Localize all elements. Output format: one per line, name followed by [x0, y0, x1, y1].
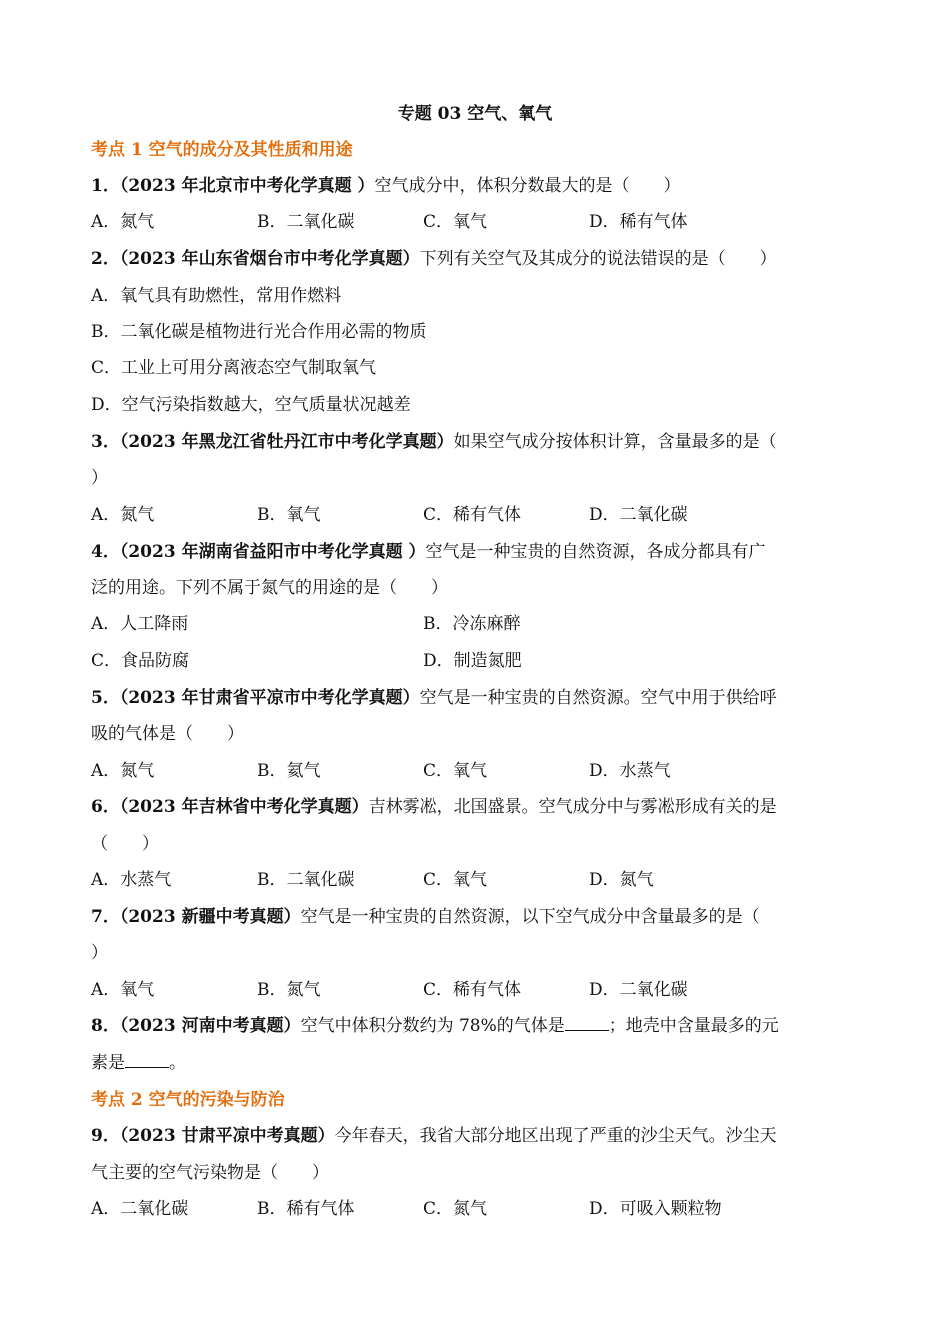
question-stem: 。	[169, 1053, 186, 1073]
question-stem: 如果空气成分按体积计算，含量最多的是（	[453, 432, 777, 452]
question-stem: 空气是一种宝贵的自然资源，以下空气成分中含量最多的是（	[300, 907, 760, 927]
question-number: 2．	[91, 249, 120, 269]
answer-blank[interactable]	[125, 1047, 169, 1068]
question-9	[91, 1118, 861, 1154]
question-4	[91, 534, 861, 570]
option-d: D．二氧化碳	[589, 980, 688, 1000]
q1-options	[91, 204, 861, 240]
question-3	[91, 424, 861, 460]
question-stem: 下列有关空气及其成分的说法错误的是（ ）	[419, 249, 777, 269]
option-b: B．稀有气体	[257, 1199, 355, 1219]
option-d: D．稀有气体	[589, 212, 688, 232]
question-6	[91, 789, 861, 825]
q4-options-row2	[91, 643, 861, 679]
option-c: C．工业上可用分离液态空气制取氧气	[91, 358, 377, 378]
option-d: D．制造氮肥	[423, 651, 522, 671]
option-d: D．二氧化碳	[589, 505, 688, 525]
question-number: 9．	[91, 1126, 120, 1146]
question-number: 1．	[91, 176, 120, 196]
option-a: A．氮气	[91, 505, 155, 525]
question-stem-continued: 吸的气体是（ ）	[91, 724, 244, 744]
question-source: （2023 年黑龙江省牡丹江市中考化学真题）	[119, 432, 454, 452]
option-b: B．二氧化碳是植物进行光合作用必需的物质	[91, 322, 427, 342]
section-heading-1: 考点 1 空气的成分及其性质和用途	[91, 140, 353, 160]
option-b: B．氮气	[257, 980, 321, 1000]
question-number: 4．	[91, 542, 120, 562]
question-stem: 空气中体积分数约为 78%的气体是	[300, 1016, 565, 1036]
option-c: C．稀有气体	[423, 505, 522, 525]
option-d: D．可吸入颗粒物	[589, 1199, 722, 1219]
option-c: C．稀有气体	[423, 980, 522, 1000]
question-7	[91, 899, 861, 935]
page-title: 专题 03 空气、氧气	[397, 104, 553, 124]
option-a: A．氮气	[91, 761, 155, 781]
question-source: （2023 年甘肃省平凉市中考化学真题）	[119, 688, 420, 708]
q9-options	[91, 1191, 861, 1227]
option-a: A．二氧化碳	[91, 1199, 189, 1219]
question-stem-continued: ）	[91, 468, 108, 488]
question-stem-continued	[91, 1045, 861, 1081]
question-5	[91, 680, 861, 716]
question-source: （2023 年湖南省益阳市中考化学真题 ）	[119, 542, 426, 562]
question-stem-continued: 泛的用途。下列不属于氮气的用途的是（ ）	[91, 578, 448, 598]
question-stem: 吉林雾凇，北国盛景。空气成分中与雾凇形成有关的是	[368, 797, 777, 817]
option-b: B．氦气	[257, 761, 321, 781]
option-a: A．水蒸气	[91, 870, 172, 890]
q4-options-row1	[91, 606, 861, 642]
question-stem: 空气是一种宝贵的自然资源。空气中用于供给呼	[419, 688, 777, 708]
option-d: D．氮气	[589, 870, 654, 890]
question-8	[91, 1008, 861, 1044]
option-c: C．氧气	[423, 870, 488, 890]
question-source: （2023 河南中考真题）	[119, 1016, 301, 1036]
option-c: C．食品防腐	[91, 651, 190, 671]
question-stem: 空气是一种宝贵的自然资源，各成分都具有广	[425, 542, 766, 562]
option-a: A．氮气	[91, 212, 155, 232]
question-1	[91, 168, 861, 204]
question-2	[91, 241, 861, 277]
question-source: （2023 年吉林省中考化学真题）	[119, 797, 369, 817]
question-source: （2023 甘肃平凉中考真题）	[119, 1126, 335, 1146]
option-a: A．人工降雨	[91, 614, 189, 634]
q5-options	[91, 753, 861, 789]
question-stem: ；地壳中含量最多的元	[608, 1016, 779, 1036]
option-d: D．空气污染指数越大，空气质量状况越差	[91, 395, 411, 415]
question-number: 3．	[91, 432, 120, 452]
question-stem-continued: ）	[91, 943, 108, 963]
option-b: B．二氧化碳	[257, 870, 355, 890]
option-a: A．氧气具有助燃性，常用作燃料	[91, 286, 342, 306]
q7-options	[91, 972, 861, 1008]
option-a: A．氧气	[91, 980, 155, 1000]
question-number: 6．	[91, 797, 120, 817]
answer-blank[interactable]	[565, 1010, 609, 1031]
q6-options	[91, 862, 861, 898]
question-number: 7．	[91, 907, 120, 927]
question-source: （2023 年山东省烟台市中考化学真题）	[119, 249, 420, 269]
question-stem-continued: 气主要的空气污染物是（ ）	[91, 1163, 329, 1183]
question-number: 8．	[91, 1016, 120, 1036]
option-c: C．氮气	[423, 1199, 488, 1219]
question-stem: 素是	[91, 1053, 125, 1073]
question-stem: 今年春天，我省大部分地区出现了严重的沙尘天气。沙尘天	[334, 1126, 777, 1146]
q3-options	[91, 497, 861, 533]
option-c: C．氧气	[423, 212, 488, 232]
question-stem-continued: （ ）	[91, 834, 159, 854]
option-d: D．水蒸气	[589, 761, 671, 781]
question-stem: 空气成分中，体积分数最大的是（ ）	[374, 176, 681, 196]
question-source: （2023 年北京市中考化学真题 ）	[119, 176, 375, 196]
section-heading-2: 考点 2 空气的污染与防治	[91, 1090, 285, 1110]
question-number: 5．	[91, 688, 120, 708]
option-c: C．氧气	[423, 761, 488, 781]
option-b: B．冷冻麻醉	[423, 614, 521, 634]
question-source: （2023 新疆中考真题）	[119, 907, 301, 927]
option-b: B．氧气	[257, 505, 321, 525]
option-b: B．二氧化碳	[257, 212, 355, 232]
